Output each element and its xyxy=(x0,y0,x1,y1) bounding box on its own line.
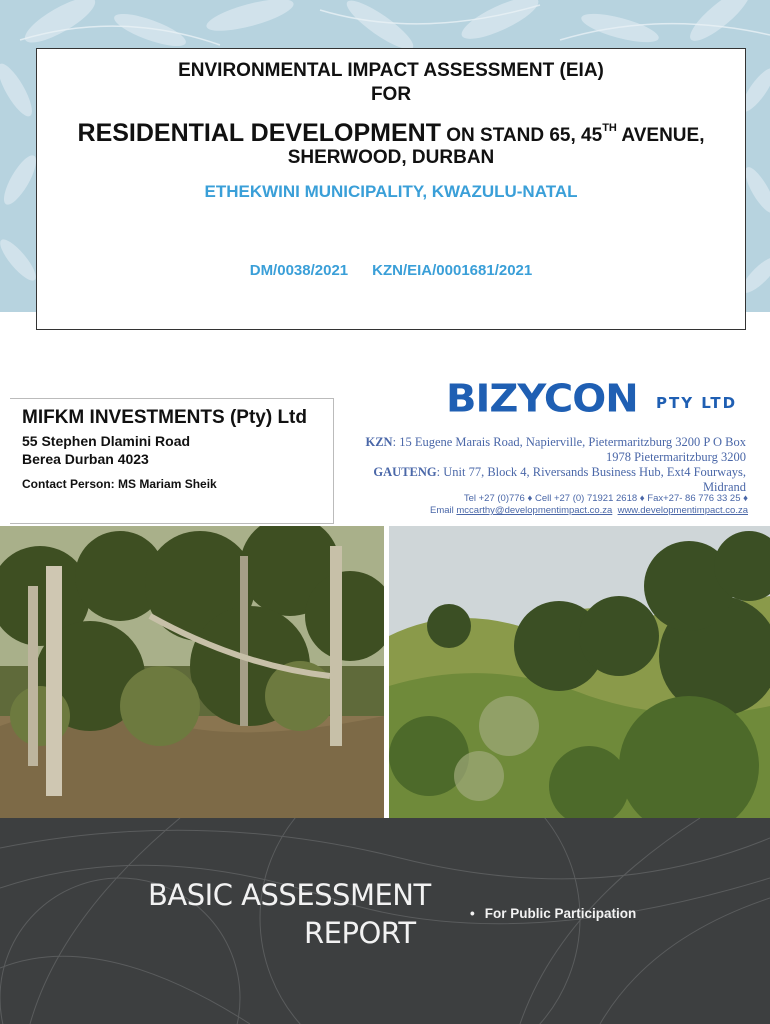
kzn-address: KZN: 15 Eugene Marais Road, Napierville, Pietermaritzburg 3200 P O Box 1978 Pietermaritzburg 3200 xyxy=(365,435,746,464)
consultant-email-line: Email mccarthy@developmentimpact.co.za www.developmentimpact.co.za xyxy=(429,505,748,516)
municipality: ETHEKWINI MUNICIPALITY, KWAZULU-NATAL xyxy=(204,182,578,201)
bizycon-logo xyxy=(446,376,748,420)
title-box xyxy=(36,48,746,330)
project-title-stand: ON STAND 65, 45 xyxy=(440,125,603,146)
public-participation-bullet: • For Public Participation xyxy=(470,906,637,921)
client-address-line2: Berea Durban 4023 xyxy=(22,451,149,467)
consultant-contact xyxy=(346,493,748,517)
site-photo-trees xyxy=(0,526,384,832)
report-footer xyxy=(0,818,770,1024)
gauteng-address: GAUTENG: Unit 77, Block 4, Riversands Business Hub, Ext4 Fourways, Midrand xyxy=(373,465,746,494)
reference-dm: DM/0038/2021 xyxy=(249,262,349,279)
consultant-phones: Tel +27 (0)776 ♦ Cell +27 (0) 71921 2618 ♦ Fax+27- 86 776 33 25 ♦ xyxy=(463,493,748,504)
title-for: FOR xyxy=(370,84,412,105)
reference-numbers xyxy=(37,261,745,281)
report-type-line2: REPORT xyxy=(304,916,416,950)
client-name: MIFKM INVESTMENTS (Pty) Ltd xyxy=(22,407,307,428)
reference-kzn: KZN/EIA/0001681/2021 xyxy=(372,262,533,279)
project-title-sup: TH xyxy=(602,122,617,134)
client-address-line1: 55 Stephen Dlamini Road xyxy=(22,433,191,449)
logo-pty-ltd: PTY LTD xyxy=(656,394,738,412)
consultant-address xyxy=(346,435,746,495)
email-link[interactable]: mccarthy@developmentimpact.co.za xyxy=(456,505,613,516)
project-title-main: RESIDENTIAL DEVELOPMENT xyxy=(77,119,441,147)
client-contact-person: Contact Person: MS Mariam Sheik xyxy=(22,477,217,491)
report-type-line1: BASIC ASSESSMENT xyxy=(148,878,431,912)
report-title: ENVIRONMENTAL IMPACT ASSESSMENT (EIA) xyxy=(178,60,604,81)
client-box xyxy=(10,398,334,524)
project-title-avenue: AVENUE, xyxy=(616,125,705,146)
site-photo-hillside xyxy=(389,526,770,832)
website-link[interactable]: www.developmentimpact.co.za xyxy=(617,505,748,516)
logo-wordmark: BIZYCON xyxy=(446,377,638,421)
project-location: SHERWOOD, DURBAN xyxy=(287,147,495,168)
